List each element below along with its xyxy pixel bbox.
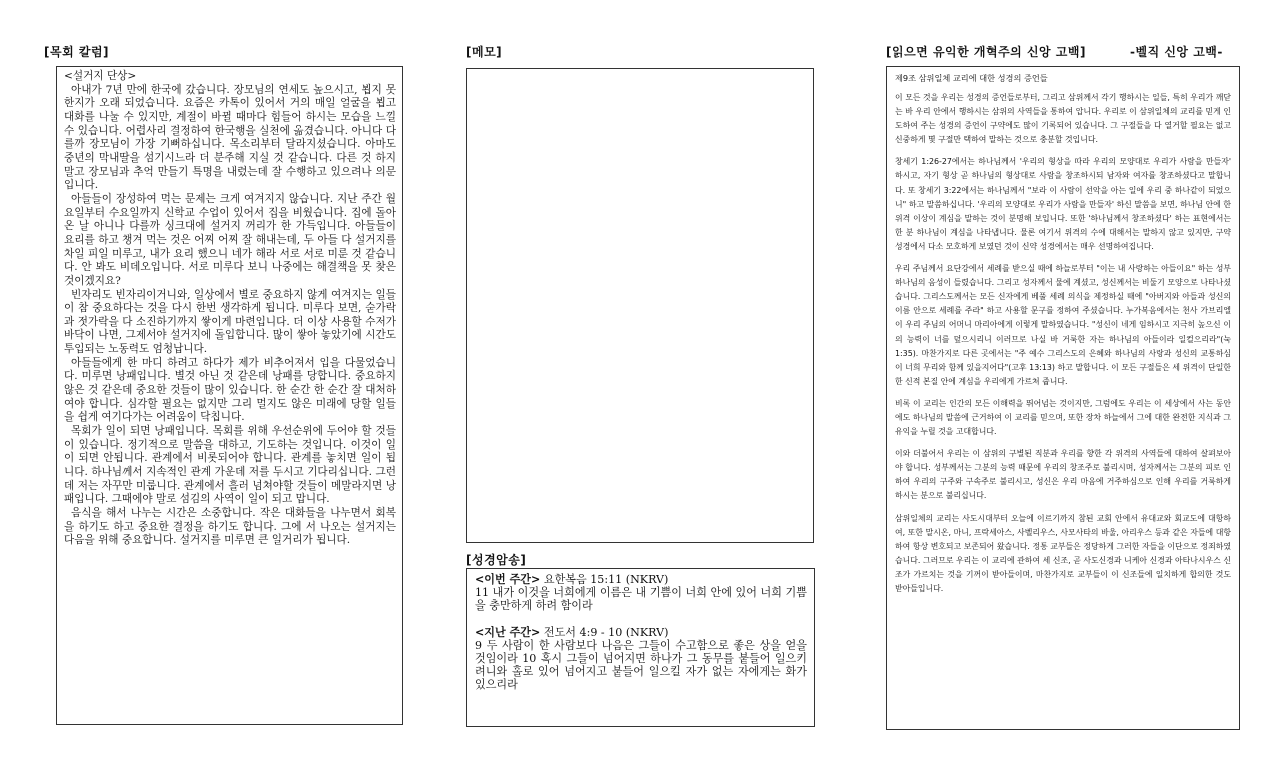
column-paragraph: 목회가 일이 되면 낭패입니다. 목회를 위해 우선순위에 두어야 할 것들이 있습니다. 정기적으로 말씀을 대하고, 기도하는 것입니다. 이것이 일이 되면 안됩니다. 관계에서 비롯되어야 합니다. 관계를 놓치면 일이 됩니다. 하나님께서 지속적인 관계 가운데 저를 두시고 기다리십니다. 그런데 저는 자꾸만 미룹니다. 관계에서 흘러 넘쳐야할 것들이 메말라지면 낭패입니다. 그때에야 말로 섬김의 사역이 일이 되고 맙니다. [64, 425, 396, 506]
this-week-label: <이번 주간> [475, 573, 541, 586]
memo-box[interactable] [466, 68, 814, 543]
column-paragraph: 음식을 해서 나누는 시간은 소중합니다. 작은 대화들을 나누면서 회복을 하기도 하고 중요한 결정을 하기도 합니다. 그에 서 나오는 설거지는 다음을 위해 중요합니다. 설거지를 미루면 큰 일거리가 됩니다. [64, 507, 396, 547]
confession-box [886, 66, 1240, 730]
last-week-label: <지난 주간> [475, 626, 541, 639]
pastoral-column-heading: [목회 칼럼] [44, 45, 110, 59]
confession-paragraph: 이와 더불어서 우리는 이 삼위의 구별된 직분과 우리를 향한 각 위격의 사역들에 대하여 살펴보아야 합니다. 성부께서는 그분의 능력 때문에 우리의 창조주로 불리시며, 성자께서는 그분의 피로 인하여 우리의 구주와 구속주로 불리시고, 성신은 우리 마음에 거주하심으로 인해 우리를 거룩하게 하시는 분으로 불리십니다. [895, 449, 1231, 501]
this-week-reference: 요한복음 15:11 (NKRV) [540, 573, 669, 586]
confession-paragraph: 비록 이 교리는 인간의 모든 이해력을 뛰어넘는 것이지만, 그럼에도 우리는 이 세상에서 사는 동안에도 하나님의 말씀에 근거하여 이 교리를 믿으며, 또한 장차 하늘에서 그에 대한 완전한 지식과 그 유익을 누릴 것을 고대합니다. [895, 398, 1231, 437]
last-week-text: 9 두 사람이 한 사람보다 나음은 그들이 수고함으로 좋은 상을 얻을 것임이라 10 혹시 그들이 넘어지면 하나가 그 동무를 붙들어 일으키려니와 홀로 있어 넘어지고 붙들어 일으킬 자가 없는 자에게는 화가 있으리라 [475, 639, 807, 691]
memo-heading: [메모] [466, 45, 503, 59]
column-paragraph: 아내가 7년 만에 한국에 갔습니다. 장모님의 연세도 높으시고, 뵙지 못한지가 오래 되었습니다. 요즘은 카톡이 있어서 거의 매일 얼굴을 뵙고 대화를 나눌 수 있지만, 계절이 바뀔 때마다 힘들어 하시는 모습을 느낄 수 있습니다. 어렵사리 결정하여 한국행을 실천에 옮겼습니다. 아니다 다를까 장모님이 가장 기뻐하십니다. 목소리부터 달라지셨습니다. 아마도 중년의 막내딸을 섬기시느라 더 분주해 지실 것 같습니다. 다른 것 하지 말고 장모님과 추억 만들기 특명을 내렸는데 잘 수행하고 있으려나 의문입니다. [64, 83, 396, 192]
confession-paragraph: 이 모든 것을 우리는 성경의 증언들로부터, 그리고 삼위께서 각기 행하시는 일들, 특히 우리가 깨닫는 바 우리 안에서 행하시는 삼위의 사역들을 통하여 압니다. 우리로 이 삼위일체의 교리를 믿게 인도하여 주는 성경의 증언이 구약에도 많이 기록되어 있습니다. 그 구절들을 다 열거할 필요는 없고 신중하게 몇 구절만 택하여 말하는 것으로 충분할 것입니다. [895, 93, 1231, 145]
confession-paragraph: 창세기 1:26-27에서는 하나님께서 '우리의 형상을 따라 우리의 모양대로 우리가 사람을 만들자' 하시고, 자기 형상 곧 하나님의 형상대로 사람을 창조하시되 남자와 여자를 창조하셨다고 말합니다. 또 창세기 3:22에서는 하나님께서 "보라 이 사람이 선악을 아는 일에 우리 중 하나같이 되었으니" 하고 말씀하십니다. '우리의 모양대로 우리가 사람을 만들자' 하신 말씀을 보면, 하나님 안에 한 위격 이상이 계심을 말하는 것이 분명해 보입니다. 또한 '하나님께서 창조하셨다' 하는 표현에서는 한 분 하나님이 계심을 나타냅니다. 물론 여기서 위격의 수에 대해서는 말하지 않고 있지만, 구약 성경에서 다소 모호하게 보였던 것이 신약 성경에서는 매우 선명하여집니다. [895, 157, 1231, 251]
confession-paragraph: 삼위일체의 교리는 사도시대부터 오늘에 이르기까지 참된 교회 안에서 유대교와 회교도에 대항하여, 또한 말시온, 마니, 프락세아스, 사벨리우스, 사모사타의 바울, 아리우스 등과 같은 자들에 대항하여 항상 변호되고 보존되어 왔습니다. 정통 교부들은 정당하게 그러한 자들을 이단으로 정죄하였습니다. 그러므로 우리는 이 교리에 관하여 세 신조, 곧 사도신경과 니케아 신경과 아타나시우스 신조가 가르치는 것을 기꺼이 받아들이며, 마찬가지로 교부들이 이 신조들에 일치하게 합의한 것도 받아들입니다. [895, 513, 1231, 593]
article-title: 제9조 삼위일체 교리에 대한 성경의 증언들 [895, 73, 1048, 83]
confession-heading-right: -벨직 신앙 고백- [1130, 45, 1223, 59]
column-paragraph: 빈자리도 빈자리이거니와, 일상에서 별로 중요하지 않게 여겨지는 일들이 참 중요하다는 것을 다시 한번 생각하게 됩니다. 미루다 보면, 숟가락과 젓가락을 다 소진하기까지 쌓이게 마련입니다. 더 이상 사용할 수저가 바닥이 나면, 그제서야 설거지에 돌입합니다. 많이 쌓아 놓았기에 시간도 투입되는 노동력도 엄청납니다. [64, 288, 396, 356]
column-paragraph: 아들들이 장성하여 먹는 문제는 크게 여겨지지 않습니다. 지난 주간 월요일부터 수요일까지 신학교 수업이 있어서 집을 비웠습니다. 집에 돌아온 날 아니나 다를까 싱크대에 설거지 꺼리가 한 가득입니다. 아들들이 요리를 하고 챙겨 먹는 것은 어찌 어찌 잘 해내는데, 두 아들 다 설거지를 차일 피일 미루고, 내가 요리 했으니 네가 해라 서로 서로 미룬 것 같습니다. 안 봐도 비데오입니다. 서로 미루다 보니 나중에는 해결책을 못 찾은 것이겠지요? [64, 192, 396, 287]
confession-paragraph: 우리 주님께서 요단강에서 세례를 받으실 때에 하늘로부터 "이는 내 사랑하는 아들이요" 하는 성부 하나님의 음성이 들렸습니다. 그리고 성자께서 물에 계셨고, 성신께서는 비둘기 모양으로 나타나셨습니다. 그리스도께서는 모든 신자에게 베풀 세례 의식을 제정하실 때에 "아버지와 아들과 성신의 이름 안으로 세례를 주라" 하고 사용할 문구를 정하여 주셨습니다. 누가복음에서는 천사 가브리엘이 우리 주님의 어머니 마리아에게 이렇게 말하였습니다. "성신이 네게 임하시고 지극히 높으신 이의 능력이 너를 덮으시리니 이러므로 나실 바 거룩한 자는 하나님의 아들이라 일컬으리라"(눅 1:35). 마찬가지로 다른 곳에서는 "주 예수 그리스도의 은혜와 하나님의 사랑과 성신의 교통하심이 너희 무리와 함께 있을지어다"(고후 13:13) 하고 말합니다. 이 모든 구절들은 세 위격이 단일한 한 신적 본질 안에 계심을 우리에게 가르쳐 줍니다. [895, 264, 1231, 386]
confession-heading: [읽으면 유익한 개혁주의 신앙 고백] [886, 45, 1086, 59]
verse-memorization-box [466, 568, 815, 727]
pastoral-column-box [56, 66, 403, 725]
this-week-verse [475, 573, 807, 612]
verse-heading: [성경암송] [466, 553, 527, 567]
column-paragraph: 아들들에게 한 마디 하려고 하다가 제가 비추어져서 입을 다물었습니다. 미루면 낭패입니다. 별것 아닌 것 같은데 낭패를 당합니다. 중요하지 않은 것 같은데 중요한 것들이 많이 있습니다. 한 순간 한 순간 잘 대처하여야 합니다. 심각할 필요는 없지만 그리 멀지도 않은 미래에 당할 일들을 쉽게 여기다가는 어려움이 닥칩니다. [64, 356, 396, 424]
last-week-reference: 전도서 4:9 - 10 (NKRV) [540, 626, 669, 639]
column-subtitle: <설거지 단상> [64, 70, 137, 82]
this-week-text: 11 내가 이것을 너희에게 이름은 내 기쁨이 너희 안에 있어 너희 기쁨을 충만하게 하려 함이라 [475, 586, 807, 612]
last-week-verse [475, 626, 807, 691]
